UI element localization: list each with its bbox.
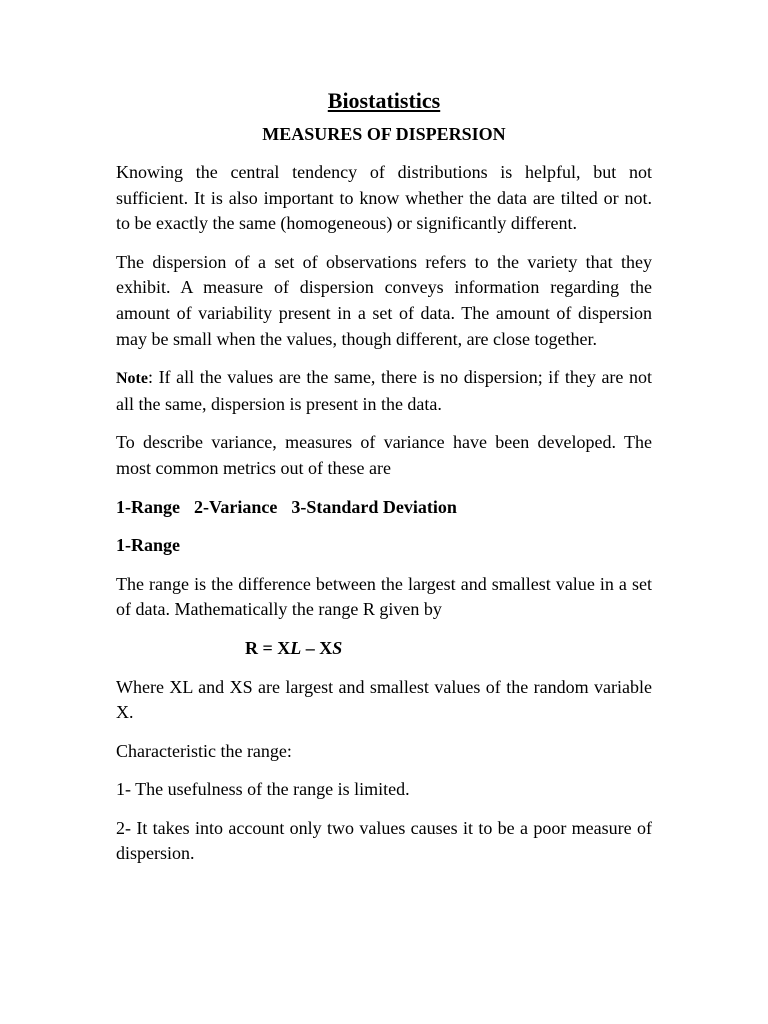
section-heading-range: 1-Range [116, 535, 180, 556]
range-formula [116, 636, 652, 662]
characteristic-point-1: 1- The usefulness of the range is limited. [116, 779, 410, 800]
paragraph-dispersion-definition: The dispersion of a set of observations refers to the variety that they exhibit. A measure of dispersion conveys information regarding the amount of variability present in a set of data. The amount of dispersion may be small when the values, though different, are close together. [116, 251, 652, 349]
metrics-list [116, 495, 652, 521]
formula-minus: – X [301, 637, 333, 658]
paragraph-range-definition: The range is the difference between the largest and smallest value in a set of data. Mathematically the range R given by [116, 573, 652, 620]
formula-s: S [332, 637, 343, 658]
paragraph-measures: To describe variance, measures of variance have been developed. The most common metrics out of these are [116, 432, 652, 478]
metric-standard-deviation: 3-Standard Deviation [291, 496, 457, 517]
note-paragraph [116, 365, 652, 417]
document-page [116, 86, 652, 880]
document-title: Biostatistics [327, 88, 441, 113]
formula-lhs: R = X [245, 637, 291, 658]
metric-variance: 2-Variance [194, 496, 278, 517]
note-label: Note [116, 370, 148, 388]
paragraph-xl-xs: Where XL and XS are largest and smallest values of the random variable X. [116, 676, 652, 723]
characteristic-heading: Characteristic the range: [116, 740, 292, 761]
formula-l: L [290, 637, 302, 658]
metric-range: 1-Range [116, 496, 180, 517]
paragraph-intro: Knowing the central tendency of distributions is helpful, but not sufficient. It is also important to know whether the data are tilted or not. to be exactly the same (homogeneous) or significantly different. [116, 162, 652, 234]
characteristic-point-2: 2- It takes into account only two values causes it to be a poor measure of dispersion. [116, 817, 652, 864]
note-text: : If all the values are the same, there is no dispersion; if they are not all the same, dispersion is present in the data. [116, 367, 652, 414]
document-subtitle: MEASURES OF DISPERSION [262, 124, 506, 144]
